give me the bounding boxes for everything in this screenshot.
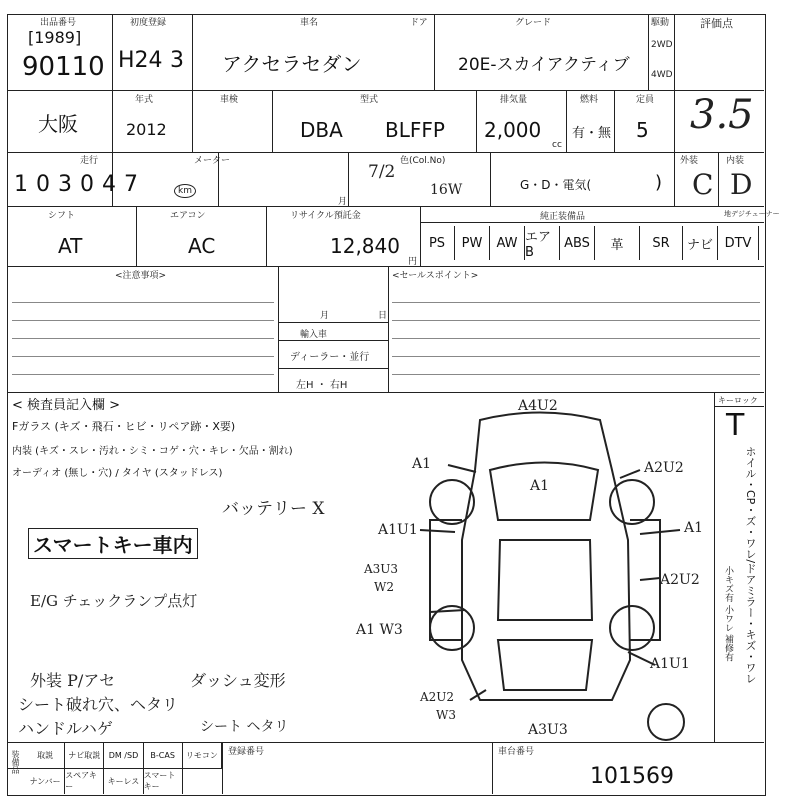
import-label: 輸入車 (300, 330, 328, 340)
era-value: H24 (118, 48, 163, 73)
capacity-value: 5 (636, 118, 649, 142)
handwritten-note-3: シート破れ穴、ヘタリ (18, 695, 179, 714)
col-line (674, 14, 675, 206)
audio-line: オーディオ (無し・穴) / タイヤ (スタッドレス) (12, 468, 223, 479)
interior-score: D (730, 168, 753, 201)
interior-line: 内装 (キズ・スレ・汚れ・シミ・コゲ・穴・キレ・欠品・割れ) (12, 446, 293, 457)
notes-dashed-lines (12, 285, 274, 385)
col-line (266, 206, 267, 266)
col-line (714, 392, 715, 742)
col-line (490, 152, 491, 206)
handwritten-note-5: シート ヘタリ (200, 719, 289, 735)
auction-number: 90110 (22, 52, 105, 82)
exterior-label: 外装 (680, 156, 699, 166)
damage-left-door2: W2 (374, 580, 394, 594)
damage-left-rear: A1 W3 (356, 622, 403, 638)
col-line (192, 14, 193, 152)
exterior-score: C (692, 168, 714, 201)
damage-left-bottom2: W3 (436, 708, 456, 722)
recycle-value: 12,840 (330, 234, 400, 258)
interior-label: 内装 (726, 156, 745, 166)
year-bracket: [1989] (28, 28, 82, 47)
color-label: 色(Col.No) (400, 156, 446, 166)
notes-label: <注意事項> (115, 271, 167, 281)
displacement-value: 2,000 (484, 118, 542, 142)
inspector-label: < 検査員記入欄 > (12, 398, 121, 413)
bottom-row-2 (26, 768, 222, 794)
day-label-notes: 日 (378, 311, 388, 321)
bottom-cell: スマートキー (144, 768, 183, 794)
inspection-label: 車検 (220, 95, 239, 105)
damage-left-mid: A1U1 (378, 522, 418, 538)
col-line (272, 90, 273, 152)
handle-label: 左H ・ 右H (296, 380, 348, 391)
equipment-row (420, 226, 764, 264)
bottom-cell: DM /SD (104, 742, 143, 768)
col-line (492, 742, 493, 794)
grade-label: グレード (515, 18, 552, 28)
col-line (434, 14, 435, 90)
col-line (648, 14, 649, 90)
damage-right-rear: A1U1 (650, 656, 690, 672)
col-line (476, 90, 477, 152)
equipment-cell: PW (455, 226, 490, 260)
col-line (614, 90, 615, 152)
sales-label: <セールスポイント> (392, 271, 479, 281)
registration-label: 登録番号 (228, 747, 265, 757)
damage-right-mid: A1 (684, 520, 704, 536)
equipment-label: 純正装備品 (540, 212, 586, 222)
score-value: 3.5 (690, 92, 754, 138)
drive-4wd: 4WD (651, 70, 673, 80)
first-reg-label: 初度登録 (130, 18, 167, 28)
damage-left-bottom1: A2U2 (420, 690, 455, 704)
grade-value: 20E-スカイアクティブ (458, 55, 630, 75)
dtv-label: 地デジチューナー (724, 210, 780, 218)
import-line (278, 322, 388, 323)
handwritten-note-2: ダッシュ変形 (190, 671, 286, 690)
col-line (388, 266, 389, 392)
model-prefix: DBA (300, 118, 343, 142)
score-label: 評価点 (700, 17, 733, 30)
battery-note: バッテリー X (222, 499, 325, 519)
col-line (348, 152, 349, 206)
aircon-value: AC (188, 234, 216, 258)
chassis-number: 101569 (590, 764, 674, 789)
model-name-label: 車名 (300, 18, 319, 28)
bottom-cell: リモコン (183, 742, 222, 768)
shift-label: シフト (48, 211, 76, 221)
col-line (278, 266, 279, 392)
cc-label: cc (552, 140, 562, 150)
import-line (278, 340, 388, 341)
auction-no-label: 出品番号 (40, 18, 77, 28)
month-value: 3 (170, 48, 184, 73)
damage-rear: A3U3 (528, 722, 568, 738)
bottom-cell: B-CAS (144, 742, 183, 768)
mileage-value: 103047 (14, 172, 146, 197)
bottom-cell: 取説 (26, 742, 65, 768)
bottom-cell: キーレス (104, 768, 143, 794)
equipment-cell: 革 (595, 226, 640, 260)
keylock-line (714, 406, 764, 407)
equipment-cell: ABS (560, 226, 595, 260)
dealer-label: ディーラー・並行 (290, 352, 370, 363)
bottom-left-label: 装備品 (11, 750, 20, 774)
fuel-end: ) (655, 172, 663, 193)
mileage-unit: km (174, 184, 196, 198)
col-line (718, 152, 719, 206)
damage-front: A4U2 (518, 398, 558, 414)
mileage-label: 走行 (80, 156, 99, 166)
model-code: BLFFP (385, 118, 445, 142)
region-value: 大阪 (38, 112, 78, 136)
drive-label: 駆動 (651, 18, 670, 28)
car-name: アクセラセダン (222, 52, 362, 76)
bottom-row-1 (26, 742, 222, 768)
bottom-cell: ナンバー (26, 768, 65, 794)
handwritten-note-1: 外装 P/アセ (30, 671, 116, 690)
bottom-cell: スペアキー (65, 768, 104, 794)
equipment-cell: PS (420, 226, 455, 260)
equip-header-line (420, 222, 764, 223)
month-small: 月 (338, 197, 348, 207)
equipment-cell: エアB (525, 226, 560, 260)
sales-dashed-lines (392, 285, 760, 385)
damage-left-door1: A3U3 (364, 562, 399, 576)
equipment-cell: AW (490, 226, 525, 260)
col-line (136, 206, 137, 266)
side-small-marks: 小キズ有 小ワレ 補修有 (723, 566, 733, 662)
smart-key-note: スマートキー車内 (28, 528, 198, 559)
ac-presence: 有・無 (572, 126, 612, 141)
aircon-label: エアコン (170, 211, 206, 221)
capacity-label: 定員 (636, 95, 655, 105)
doors-label: ドア (410, 18, 428, 28)
import-line (278, 368, 388, 369)
equipment-cell: SR (640, 226, 683, 260)
damage-left-front: A1 (412, 456, 432, 472)
col-line (222, 742, 223, 794)
col-line (566, 90, 567, 152)
year-value: 2012 (126, 120, 167, 139)
fuel-label: 燃料 (580, 95, 599, 105)
handwritten-note-4: ハンドルハゲ (18, 719, 113, 738)
row-line-2 (7, 152, 764, 153)
damage-right-door: A2U2 (660, 572, 700, 588)
row-line-4 (7, 266, 764, 267)
engine-lamp-note: E/G チェックランプ点灯 (30, 592, 198, 610)
displacement-label: 排気量 (500, 95, 528, 105)
shift-value: AT (58, 234, 83, 258)
meter-label: メーター (194, 156, 231, 166)
color-sub: 16W (430, 182, 463, 198)
recycle-label: リサイクル預託金 (290, 211, 361, 221)
chassis-label: 車台番号 (498, 747, 535, 757)
month-label-notes: 月 (320, 311, 330, 321)
recycle-unit: 円 (408, 257, 418, 267)
model-type-label: 型式 (360, 95, 379, 105)
damage-hood: A1 (530, 478, 550, 494)
keylock-value: T (726, 408, 745, 443)
damage-right-front: A2U2 (644, 460, 684, 476)
equipment-cell: DTV (718, 226, 759, 260)
bottom-cell: ナビ取説 (65, 742, 104, 768)
keylock-label: キーロック (718, 396, 758, 405)
equipment-cell: ナビ (683, 226, 718, 260)
drive-2wd: 2WD (651, 40, 673, 50)
fuel-value: G・D・電気( (520, 178, 592, 192)
row-line-5 (7, 392, 764, 393)
glass-line: Fガラス (キズ・飛石・ヒビ・リペア跡・X要) (12, 420, 236, 433)
side-vertical-text: ホイル・CP・ズ・ワレ/ドアミラー・キズ・ワレ (744, 446, 757, 685)
row-line-3 (7, 206, 764, 207)
color-code: 7/2 (368, 162, 396, 182)
row-line-1 (7, 90, 764, 91)
year-label: 年式 (135, 95, 154, 105)
